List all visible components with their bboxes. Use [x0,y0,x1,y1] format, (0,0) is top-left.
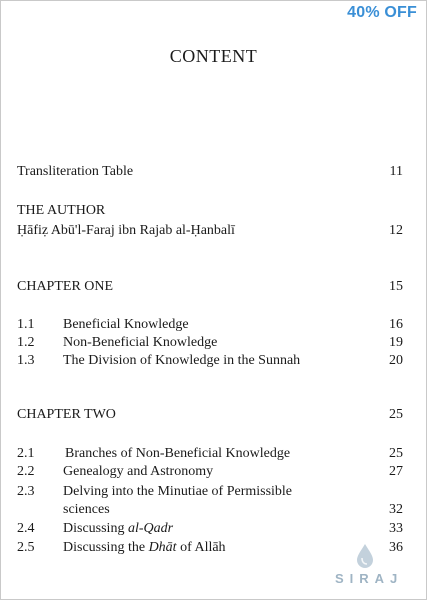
toc-entry-title: Beneficial Knowledge [63,317,189,332]
toc-transliteration-page: 11 [389,164,403,179]
toc-entry-title: Discussing the Dhāt of Allāh [63,540,226,555]
toc-entry-page: 33 [389,521,403,536]
toc-author-page: 12 [389,223,403,238]
toc-entry-page: 27 [389,464,403,479]
toc-chapter-two-heading: CHAPTER TWO [17,407,116,422]
toc-entry-title: Genealogy and Astronomy [63,464,214,479]
watermark-text: SIRAJ [335,571,404,586]
toc-transliteration-title: Transliteration Table [17,164,134,179]
toc-entry-title: Branches of Non-Beneficial Knowledge [65,446,291,461]
toc-entry-page: 32 [389,502,403,517]
toc-chapter-two-page: 25 [389,407,403,422]
toc-entry-num: 2.1 [17,446,35,461]
toc-entry-title: Delving into the Minutiae of Permissible [63,484,293,499]
toc-entry-title-continued: sciences [63,502,110,517]
toc-entry-num: 2.3 [17,484,35,499]
toc-entry-num: 2.4 [17,521,35,536]
toc-chapter-one-heading: CHAPTER ONE [17,279,114,294]
toc-entry-page: 20 [389,353,403,368]
toc-entry-page: 16 [389,317,403,332]
toc-entry-num: 2.5 [17,540,35,555]
toc-entry-title: The Division of Knowledge in the Sunnah [63,353,301,368]
toc-entry-num: 2.2 [17,464,35,479]
toc-entry-num: 1.2 [17,335,35,350]
toc-entry-page: 25 [389,446,403,461]
siraj-watermark [329,543,404,586]
toc-entry-num: 1.1 [17,317,35,332]
toc-entry-page: 36 [389,540,403,555]
page-title: CONTENT [169,46,258,66]
toc-entry-title: Non-Beneficial Knowledge [63,335,218,350]
toc-entry-num: 1.3 [17,353,35,368]
toc-chapter-one-page: 15 [389,279,403,294]
discount-badge: 40% OFF [347,4,417,21]
toc-author-name: Ḥāfiẓ Abū'l-Faraj ibn Rajab al-Ḥanbalī [17,223,235,238]
toc-author-heading: THE AUTHOR [17,203,106,218]
toc-entry-page: 19 [389,335,403,350]
drop-icon [354,543,376,569]
toc-entry-title: Discussing al-Qadr [63,521,174,536]
